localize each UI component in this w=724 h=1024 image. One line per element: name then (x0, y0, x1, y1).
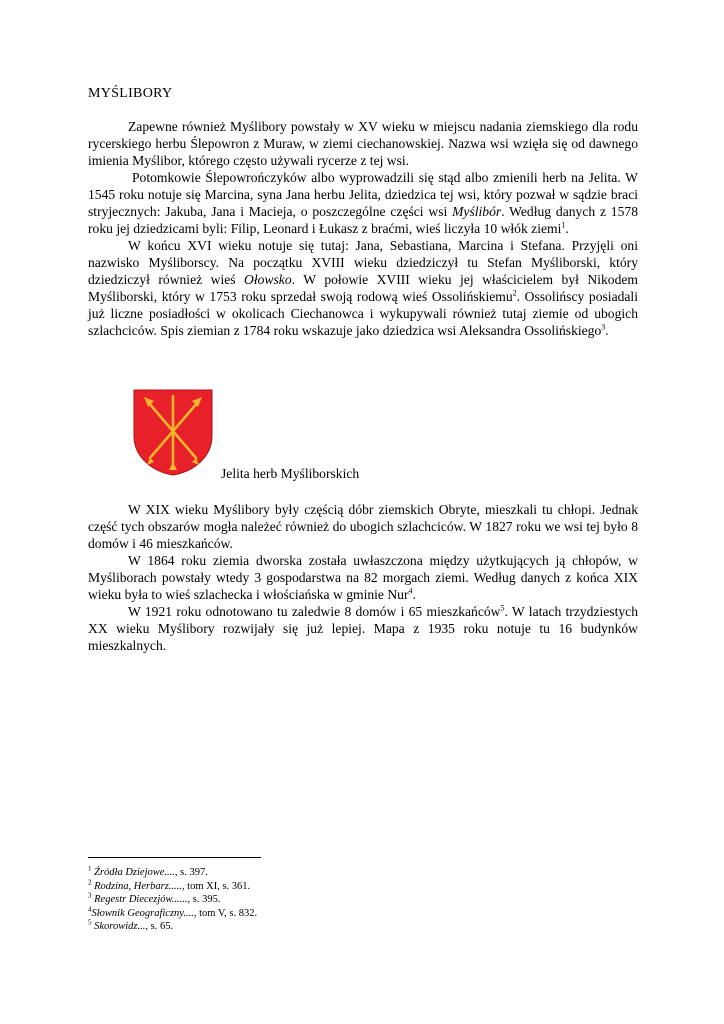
jelita-coat-of-arms-icon (132, 388, 214, 476)
crest-caption: Jelita herb Myśliborskich (221, 466, 360, 481)
footnote: $^3$ Regestr Diecezjów......, s. 395. (88, 891, 221, 906)
footnote-ref: 2 (512, 288, 517, 298)
paragraph-6: W 1921 roku odnotowano tu zaledwie 8 domów i 65 mieszkańców$^5$. W latach trzydziestych XX wieku Myślibory rozwijały się już lepiej. Mapa z 1935 roku notuje tu 16 budynków mieszkalnych. (88, 603, 638, 653)
footnote: $^4$Słownik Geograficzny...., tom V, s. 832. (88, 905, 258, 919)
footnote-ref: 1 (561, 220, 566, 230)
footnotes (88, 866, 257, 934)
footnote: $^2$ Rodzina, Herbarz....., tom XI, s. 361. (88, 878, 251, 892)
footnote-ref: 5 (500, 603, 505, 613)
page-title: MYŚLIBORY (88, 86, 173, 101)
footnote: $^5$ Skorowidz..., s. 65. (88, 918, 174, 933)
main-text (88, 118, 638, 339)
footnote-ref: 4 (408, 586, 413, 596)
paragraph-2: Potomkowie Ślepowrończyków albo wyprowadzili się stąd albo zmienili herb na Jelita. W 1545 roku notuje się Marcina, syna Jana herbu Jelita, dziedzica tej wsi, który pozwał w sądzie braci stryjecznych: Jakuba, Jana i Macieja, o poszczególne części wsi Myślibór. Według danych z 1578 roku jej dziedzicami byli: Filip, Leonard i Łukasz z braćmi, wieś liczyła 10 włók ziemi$^1$. (88, 170, 638, 236)
paragraph-5: W 1864 roku ziemia dworska została uwłaszczona między użytkujących ją chłopów, w Myśliborach powstały wtedy 3 gospodarstwa na 82 morgach ziemi. Według danych z końca XIX wieku była to wieś szlachecka i włościańska w gminie Nur$^4$. (88, 553, 638, 602)
paragraph-3: W końcu XVI wieku notuje się tutaj: Jana, Sebastiana, Marcina i Stefana. Przyjęli oni nazwisko Myśliborscy. Na początku XVIII wieku dziedziczył tu Stefan Myśliborski, który dziedziczył również wieś Ołowsko. W połowie XVIII wieku jej właścicielem był Nikodem Myśliborski, który w 1753 roku sprzedał swoją rodową wieś Ossolińskiemu$^2$. Ossolińscy posiadali już liczne posiadłości w okolicach Ciechanowca i wykupywali również tutaj ziemie od ubogich szlachciców. Spis ziemian z 1784 roku wskazuje jako dziedzica wsi Aleksandra Ossolińskiego$^3$. (88, 238, 638, 338)
main-text-continued (88, 501, 638, 654)
paragraph-1: Zapewne również Myślibory powstały w XV wieku w miejscu nadania ziemskiego dla rodu rycerskiego herbu Ślepowron z Muraw, w ziemi ciechanowskiej. Nazwa wsi wzięła się od dawnego imienia Myślibor, którego często używali rycerze z tej wsi. (88, 119, 638, 168)
footnote-separator (88, 857, 261, 858)
footnote-ref: 3 (601, 322, 606, 332)
paragraph-4: W XIX wieku Myślibory były częścią dóbr ziemskich Obryte, mieszkali tu chłopi. Jednak część tych obszarów mogła należeć również do ubogich szlachciców. W 1827 roku we wsi tej było 8 domów i 46 mieszkańców. (88, 502, 638, 551)
footnote: $^1$ Źródła Dziejowe...., s. 397. (88, 864, 208, 878)
